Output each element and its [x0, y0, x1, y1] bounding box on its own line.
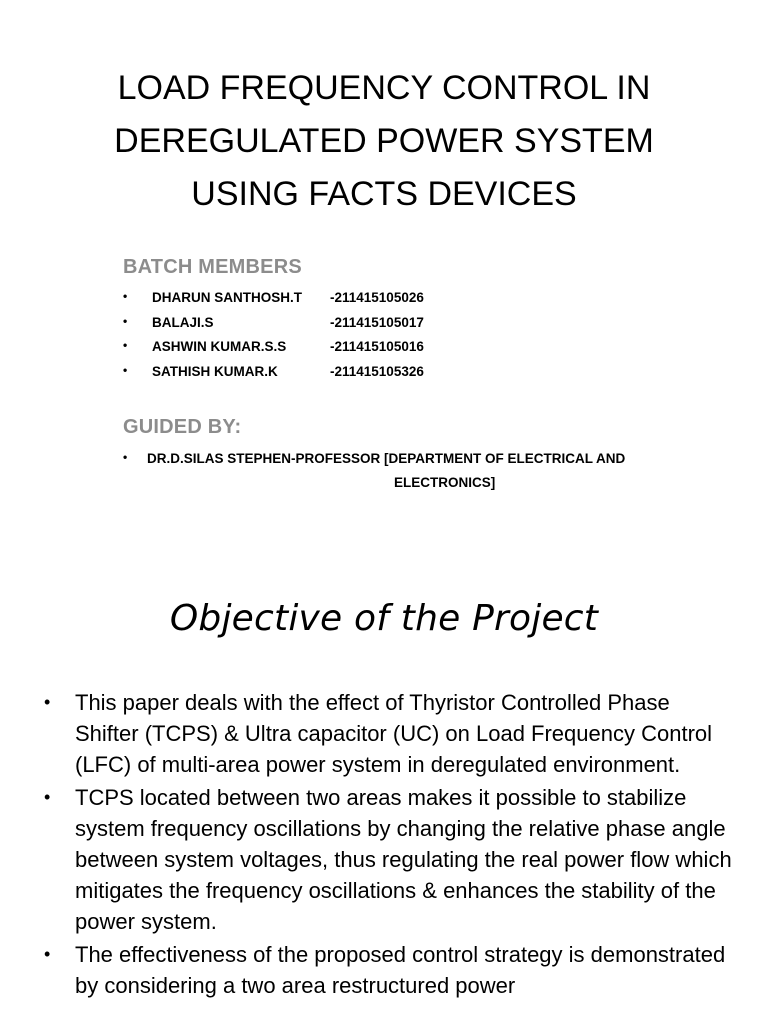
title-line-3: USING FACTS DEVICES [191, 175, 577, 213]
slide-objective [0, 560, 768, 1024]
bullet-icon: • [123, 313, 128, 328]
member-name: ASHWIN KUMAR.S.S [152, 339, 287, 355]
list-item [44, 939, 734, 1001]
bullet-icon: • [123, 289, 128, 303]
bullet-icon: • [123, 362, 128, 377]
guide-line-2: ELECTRONICS] [394, 475, 496, 490]
bullet-icon: • [123, 338, 128, 353]
batch-members-heading: BATCH MEMBERS [123, 256, 302, 278]
member-name: DHARUN SANTHOSH.T [152, 290, 302, 305]
bullet-icon: • [44, 692, 51, 712]
member-name: SATHISH KUMAR.K [152, 363, 278, 379]
member-register-number: -211415105026 [330, 290, 424, 305]
list-item [44, 687, 734, 780]
list-item [44, 782, 734, 937]
member-name: BALAJI.S [152, 314, 214, 330]
title-line-2: DEREGULATED POWER SYSTEM [114, 122, 654, 160]
bullet-icon: • [123, 450, 128, 464]
bullet-icon: • [44, 944, 51, 964]
objective-bullet-list [44, 687, 734, 1003]
member-register-number: -211415105326 [330, 363, 424, 379]
guided-by-heading: GUIDED BY: [123, 416, 242, 438]
objective-text: The effectiveness of the proposed control strategy is demonstrated by considering a two area restructured power [75, 942, 726, 998]
objective-text: This paper deals with the effect of Thyristor Controlled Phase Shifter (TCPS) & Ultra capacitor (UC) on Load Frequency Control (LFC) of multi-area power system in deregulated environment. [75, 690, 713, 777]
objective-text: TCPS located between two areas makes it possible to stabilize system frequency oscillations by changing the relative phase angle between system voltages, thus regulating the real power flow which mitigates the frequency oscillations & enhances the stability of the power system. [75, 785, 732, 934]
title-line-1: LOAD FREQUENCY CONTROL IN [117, 69, 651, 107]
member-register-number: -211415105017 [330, 314, 424, 330]
member-register-number: -211415105016 [330, 339, 424, 355]
bullet-icon: • [44, 787, 51, 807]
slide-title [40, 62, 728, 221]
guide-line-1: DR.D.SILAS STEPHEN-PROFESSOR [DEPARTMENT OF ELECTRICAL AND [147, 451, 626, 466]
objective-title: Objective of the Project [169, 598, 599, 639]
